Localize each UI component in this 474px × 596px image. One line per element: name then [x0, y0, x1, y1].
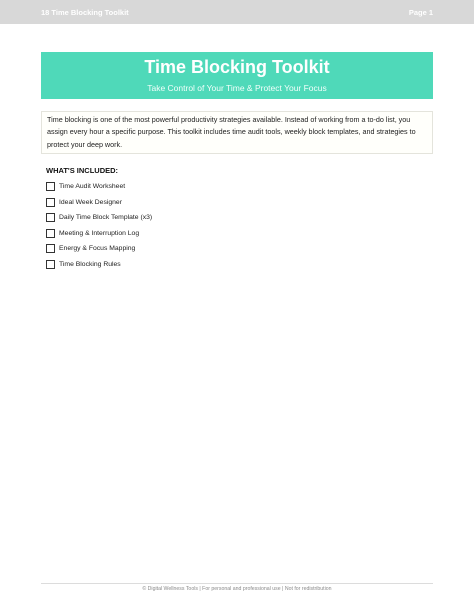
checklist-item: [46, 210, 152, 226]
checkbox[interactable]: [46, 213, 55, 222]
checklist-item-label: Energy & Focus Mapping: [59, 245, 136, 253]
checklist-item: [46, 257, 152, 273]
intro-box: [41, 111, 433, 154]
checklist-item-label: Ideal Week Designer: [59, 198, 122, 206]
included-heading: WHAT'S INCLUDED:: [46, 166, 119, 175]
banner-subtitle: Take Control of Your Time & Protect Your Focus: [147, 83, 327, 93]
checklist-item-label: Time Audit Worksheet: [59, 183, 126, 191]
checklist-item: [46, 195, 152, 211]
checkbox[interactable]: [46, 229, 55, 238]
checkbox[interactable]: [46, 182, 55, 191]
checkbox[interactable]: [46, 198, 55, 207]
included-checklist: [46, 179, 152, 272]
title-banner: [41, 52, 433, 99]
footer-divider: [41, 583, 433, 584]
checkbox[interactable]: [46, 244, 55, 253]
document-title: 18 Time Blocking Toolkit: [41, 7, 129, 17]
checklist-item-label: Meeting & Interruption Log: [59, 229, 140, 237]
page-header: [0, 0, 474, 24]
checklist-item-label: Time Blocking Rules: [59, 260, 121, 268]
checkbox[interactable]: [46, 260, 55, 269]
checklist-item: [46, 241, 152, 257]
checklist-item: [46, 179, 152, 195]
page-number: Page 1: [408, 7, 433, 17]
checklist-item: [46, 226, 152, 242]
checklist-item-label: Daily Time Block Template (x3): [59, 214, 153, 222]
intro-text: Time blocking is one of the most powerful productivity strategies available. Instead of working from a to-do list, you assign every hour a specific purpose. This toolkit includes time audit tools, weekly block templates, and strategies to protect your deep work.: [47, 115, 416, 149]
page-footer: © Digital Wellness Tools | For personal and professional use | Not for redistribution: [142, 586, 332, 592]
banner-title: Time Blocking Toolkit: [144, 57, 330, 77]
